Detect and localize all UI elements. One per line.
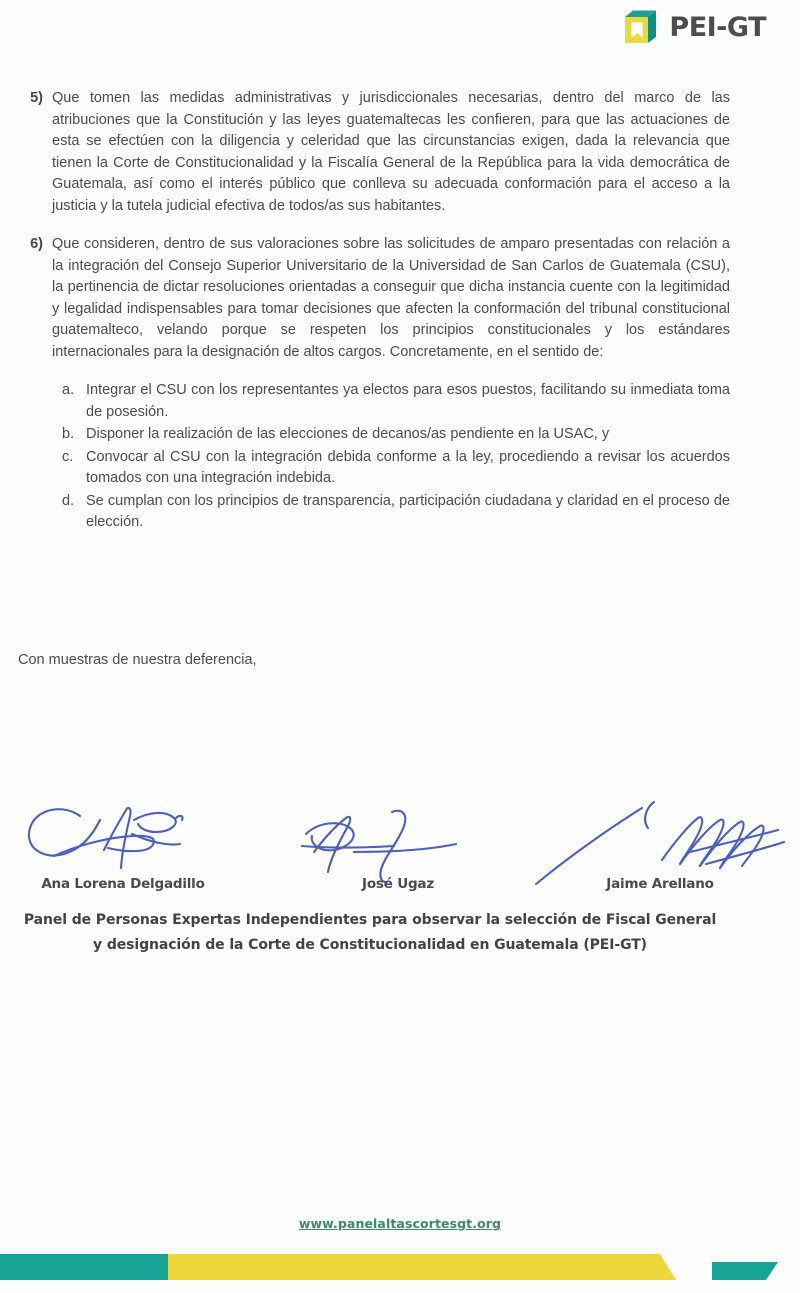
closing-salutation: Con muestras de nuestra deferencia,: [18, 652, 257, 668]
sub-item-d: [62, 491, 730, 534]
handwritten-signature-icon: [530, 790, 790, 890]
numbered-item-marker: 6): [30, 236, 43, 252]
signature-name: Jaime Arellano: [606, 876, 714, 892]
document-header: [623, 10, 766, 45]
handwritten-signature-icon: [8, 790, 238, 880]
footer-teal-accent: [712, 1262, 778, 1280]
footer-teal-bar: [0, 1254, 168, 1280]
pei-gt-cube-logo-icon: [623, 10, 658, 45]
sub-item-text: Integrar el CSU con los representantes ya electos para esos puestos, facilitando su inmediata toma de posesión.: [86, 382, 730, 420]
sub-item-text: Disponer la realización de las elecciones de decanos/as pendiente en la USAC, y: [86, 426, 610, 442]
numbered-item-text: Que consideren, dentro de sus valoraciones sobre las solicitudes de amparo presentadas con relación a la integración del Consejo Superior Universitario de la Universidad de San Carlos de Guatemala (CSU), la pertinencia de dictar resoluciones orientadas a conseguir que dicha instancia cuente con la legitimidad y legalidad indispensables para tomar decisiones que afecten la conformación del tribunal constitucional guatemalteco, velando porque se respeten los principios constitucionales y los estándares internacionales para la designación de altos cargos. Concretamente, en el sentido de:: [52, 236, 730, 360]
sub-item-text: Convocar al CSU con la integración debida conforme a la ley, procediendo a revisar los acuerdos tomados con una integración indebida.: [86, 448, 730, 486]
numbered-item-text: Que tomen las medidas administrativas y jurisdiccionales necesarias, dentro del marco de las atribuciones que la Constitución y las leyes guatemaltecas les confieren, para que las actuaciones de esta se efectúen con la diligencia y celeridad que las circunstancias exigen, dada la relevancia que tienen la Corte de Constitucionalidad y la Fiscalía General de la República para la vida democrática de Guatemala, así como el interés público que conlleva su adecuada conformación para el acceso a la justicia y la tutela judicial efectiva de todos/as sus habitantes.: [52, 90, 730, 214]
signature-block: [0, 790, 800, 900]
footer-decorative-bars: [0, 1248, 800, 1284]
signature-jaime-arellano: [530, 790, 790, 900]
pei-gt-wordmark: PEI-GT: [669, 12, 766, 43]
numbered-item-5: [18, 88, 730, 217]
document-body: [18, 88, 730, 535]
sub-item-text: Se cumplan con los principios de transparencia, participación ciudadana y claridad en el proceso de elección.: [86, 492, 730, 530]
panel-description: Panel de Personas Expertas Independientes para observar la selección de Fiscal General y designación de la Corte de Constitucionalidad en Guatemala (PEI-GT): [23, 912, 717, 953]
handwritten-signature-icon: [288, 790, 508, 890]
sub-item-marker: d.: [62, 492, 75, 509]
signature-name: José Ugaz: [362, 876, 434, 892]
numbered-item-6: [18, 234, 730, 363]
signature-jose-ugaz: [288, 790, 508, 900]
sub-item-c: [62, 447, 730, 490]
sub-item-marker: c.: [62, 448, 74, 465]
lettered-sub-list: [18, 380, 730, 534]
sub-item-a: [62, 380, 730, 423]
sub-item-marker: a.: [62, 382, 75, 398]
footer-yellow-bar: [168, 1254, 676, 1280]
footer-website-link[interactable]: www.panelaltascortesgt.org: [298, 1216, 502, 1231]
signature-name: Ana Lorena Delgadillo: [41, 876, 205, 892]
sub-item-marker: b.: [62, 426, 75, 442]
numbered-item-marker: 5): [30, 90, 43, 106]
signature-ana-lorena-delgadillo: [8, 790, 238, 900]
sub-item-b: [62, 424, 730, 446]
